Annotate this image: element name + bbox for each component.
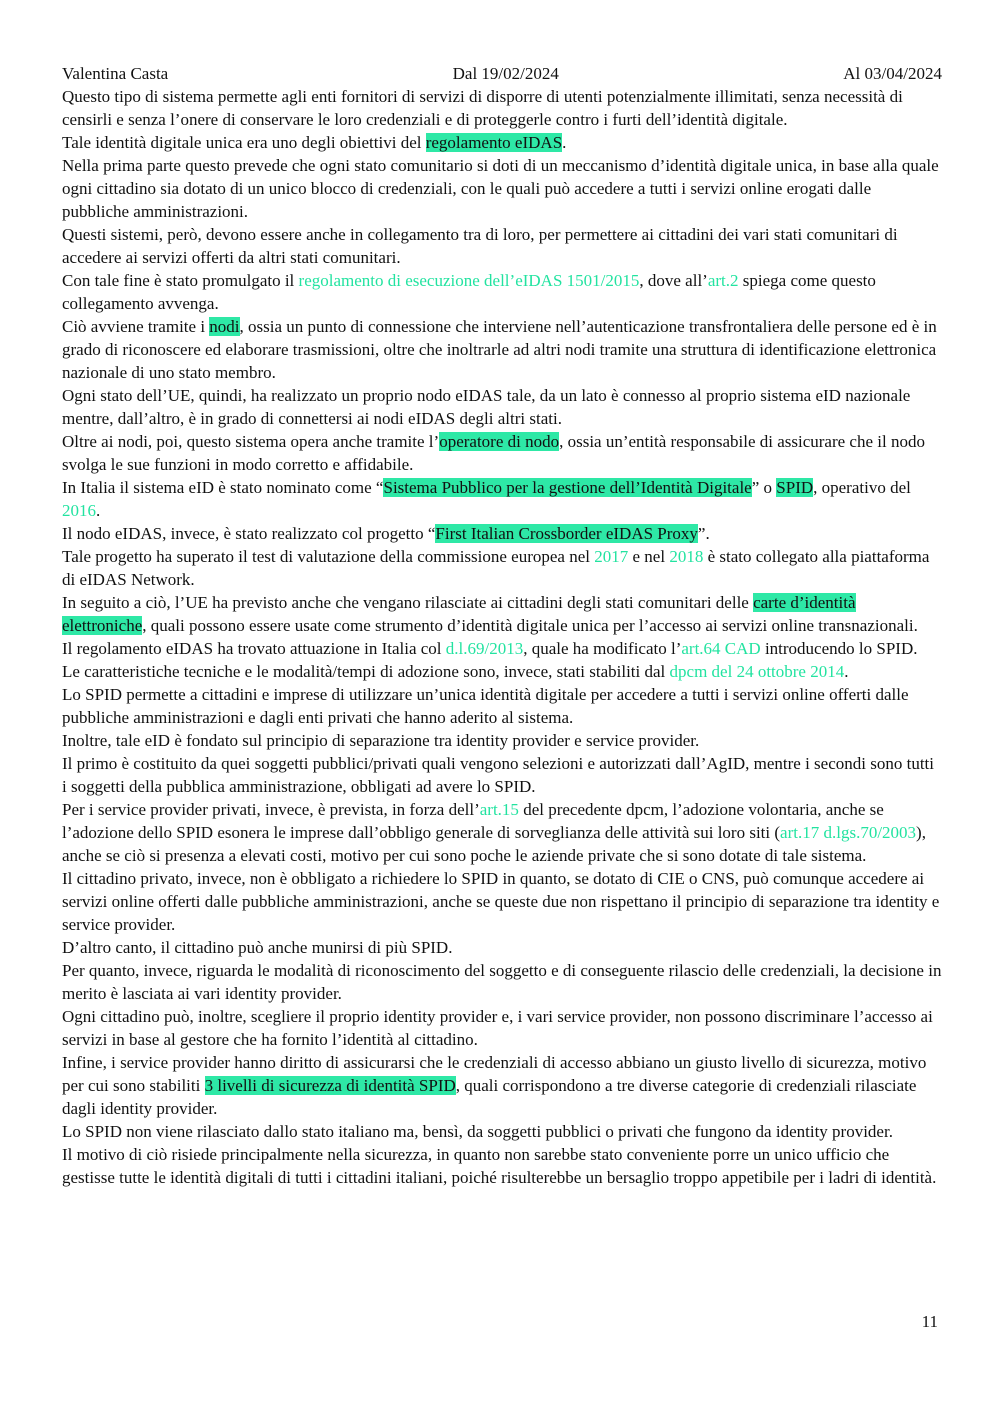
highlighted-term: operatore di nodo — [439, 432, 560, 451]
paragraph — [62, 798, 942, 867]
text-run: Il motivo di ciò risiede principalmente nella sicurezza, in quanto non sarebbe stato conveniente porre un unico ufficio che gestisse tutte le identità digitali di tutti i cittadini italiani, poiché risulterebbe un bersaglio troppo appetibile per i ladri di identità. — [62, 1145, 937, 1187]
paragraph — [62, 660, 942, 683]
page-number: 11 — [921, 1312, 938, 1331]
paragraph — [62, 1005, 942, 1051]
paragraph — [62, 384, 942, 430]
text-run: Il regolamento eIDAS ha trovato attuazione in Italia col — [62, 639, 446, 658]
text-run: ” o — [751, 478, 777, 497]
paragraph — [62, 1051, 942, 1120]
text-run: ), anche se ciò si presenza a elevati costi, motivo per cui sono poche le aziende private che si sono dotate di tale sistema. — [62, 823, 926, 865]
colored-reference: art.64 CAD — [681, 639, 761, 658]
text-run: Infine, i service provider hanno diritto di assicurarsi che le credenziali di accesso abbiano un giusto livello di sicurezza, motivo per cui sono stabiliti — [62, 1053, 927, 1095]
paragraph — [62, 154, 942, 223]
colored-reference: art.17 d.lgs.70/2003 — [780, 823, 917, 842]
text-run: Inoltre, tale eID è fondato sul principio di separazione tra identity provider e service provider. — [62, 731, 700, 750]
highlighted-term: SPID — [776, 478, 814, 497]
page-header — [62, 62, 942, 85]
text-run: spiega come questo collegamento avvenga. — [62, 271, 876, 313]
paragraph — [62, 269, 942, 315]
text-run: Il nodo eIDAS, invece, è stato realizzato col progetto “ — [62, 524, 436, 543]
highlighted-term: Sistema Pubblico per la gestione dell’Identità Digitale — [383, 478, 752, 497]
colored-reference: regolamento di esecuzione dell’eIDAS 1501/2015 — [298, 271, 640, 290]
colored-reference: art.15 — [479, 800, 519, 819]
text-run: Lo SPID non viene rilasciato dallo stato italiano ma, bensì, da soggetti pubblici o privati che fungono da identity provider. — [62, 1122, 893, 1141]
text-run: Questo tipo di sistema permette agli enti fornitori di servizi di disporre di utenti potenzialmente illimitati, senza necessità di censirli e senza l’onere di conservare le loro credenziali e di proteggerle contro i furti dell’identità digitale. — [62, 87, 903, 129]
text-run: , operativo del — [813, 478, 911, 497]
text-run: Le caratteristiche tecniche e le modalità/tempi di adozione sono, invece, stati stabiliti dal — [62, 662, 670, 681]
date-to: Al 03/04/2024 — [843, 64, 942, 83]
paragraph — [62, 545, 942, 591]
text-run: Oltre ai nodi, poi, questo sistema opera anche tramite l’ — [62, 432, 440, 451]
paragraph — [62, 430, 942, 476]
text-run: , ossia un punto di connessione che interviene nell’autenticazione transfrontaliera delle persone ed è in grado di riconoscere ed elaborare trasmissioni, oltre che inoltrarle ad altri nodi tramite una struttura di identificazione elettronica nazionale di uno stato membro. — [62, 317, 937, 382]
text-run: , dove all’ — [639, 271, 708, 290]
paragraph — [62, 85, 942, 131]
highlighted-term: regolamento eIDAS — [425, 133, 563, 152]
date-from: Dal 19/02/2024 — [452, 64, 559, 83]
highlighted-term: carte d’identità elettroniche — [62, 593, 856, 635]
text-run: . — [96, 501, 101, 520]
paragraph — [62, 591, 942, 637]
text-run: In Italia il sistema eID è stato nominato come “ — [62, 478, 384, 497]
text-run: Il primo è costituito da quei soggetti pubblici/privati quali vengono selezioni e autorizzati dall’AgID, mentre i secondi sono tutti i soggetti della pubblica amministrazione, obbligati ad avere lo SPID. — [62, 754, 934, 796]
text-run: , quali corrispondono a tre diverse categorie di credenziali rilasciate dagli identity provider. — [62, 1076, 917, 1118]
text-run: Questi sistemi, però, devono essere anche in collegamento tra di loro, per permettere ai cittadini dei vari stati comunitari di accedere ai servizi offerti da altri stati comunitari. — [62, 225, 898, 267]
text-run: Il cittadino privato, invece, non è obbligato a richiedere lo SPID in quanto, se dotato di CIE o CNS, può comunque accedere ai servizi online offerti dalle pubbliche amministrazioni, anche se queste due non rispettano il principio di separazione tra identity e service provider. — [62, 869, 940, 934]
text-run: Ogni cittadino può, inoltre, scegliere il proprio identity provider e, i vari service provider, non possono discriminare l’accesso ai servizi in base al gestore che ha fornito l’identità al cittadino. — [62, 1007, 933, 1049]
text-run: ”. — [697, 524, 710, 543]
colored-reference: art.2 — [707, 271, 739, 290]
colored-reference: 2018 — [669, 547, 704, 566]
paragraph — [62, 729, 942, 752]
paragraph — [62, 315, 942, 384]
text-run: , ossia un’entità responsabile di assicurare che il nodo svolga le sue funzioni in modo corretto e affidabile. — [62, 432, 925, 474]
paragraph — [62, 637, 942, 660]
text-run: Nella prima parte questo prevede che ogni stato comunitario si doti di un meccanismo d’identità digitale unica, in base alla quale ogni cittadino sia dotato di un unico blocco di credenziali, con le quali può accedere a tutti i servizi online erogati dalle pubbliche amministrazioni. — [62, 156, 939, 221]
text-run: In seguito a ciò, l’UE ha previsto anche che vengano rilasciate ai cittadini degli stati comunitari delle — [62, 593, 754, 612]
text-run: , quali possono essere usate come strumento d’identità digitale unica per l’accesso ai servizi online transnazionali. — [142, 616, 918, 635]
text-run: , quale ha modificato l’ — [523, 639, 682, 658]
text-run: Lo SPID permette a cittadini e imprese di utilizzare un’unica identità digitale per accedere a tutti i servizi online offerti dalle pubbliche amministrazioni e dagli enti privati che hanno aderito al sistema. — [62, 685, 909, 727]
text-run: Per i service provider privati, invece, è prevista, in forza dell’ — [62, 800, 480, 819]
paragraph — [62, 131, 942, 154]
text-run: Tale identità digitale unica era uno degli obiettivi del — [62, 133, 426, 152]
author-name: Valentina Casta — [62, 64, 169, 83]
colored-reference: d.l.69/2013 — [445, 639, 524, 658]
text-run: introducendo lo SPID. — [760, 639, 918, 658]
text-run: Tale progetto ha superato il test di valutazione della commissione europea nel — [62, 547, 595, 566]
text-run: . — [844, 662, 849, 681]
text-run: Ogni stato dell’UE, quindi, ha realizzato un proprio nodo eIDAS tale, da un lato è connesso al proprio sistema eID nazionale mentre, dall’altro, è in grado di connettersi ai nodi eIDAS degli altri stati. — [62, 386, 911, 428]
colored-reference: 2017 — [594, 547, 629, 566]
paragraph — [62, 959, 942, 1005]
highlighted-term: nodi — [209, 317, 240, 336]
paragraph — [62, 867, 942, 936]
text-run: e nel — [628, 547, 670, 566]
text-run: del precedente dpcm, l’adozione volontaria, anche se l’adozione dello SPID esonera le imprese dall’obbligo generale di sorveglianza delle attività sui loro siti ( — [62, 800, 884, 842]
paragraph — [62, 936, 942, 959]
colored-reference: 2016 — [62, 501, 96, 520]
highlighted-term: First Italian Crossborder eIDAS Proxy — [435, 524, 698, 543]
highlighted-term: 3 livelli di sicurezza di identità SPID — [204, 1076, 456, 1095]
document-page — [62, 62, 942, 1189]
text-run: Per quanto, invece, riguarda le modalità di riconoscimento del soggetto e di conseguente rilascio delle credenziali, la decisione in merito è lasciata ai vari identity provider. — [62, 961, 942, 1003]
body-text — [62, 85, 942, 1189]
paragraph — [62, 223, 942, 269]
text-run: . — [562, 133, 567, 152]
paragraph — [62, 1143, 942, 1189]
text-run: Con tale fine è stato promulgato il — [62, 271, 299, 290]
paragraph — [62, 522, 942, 545]
paragraph — [62, 1120, 942, 1143]
paragraph — [62, 752, 942, 798]
text-run: Ciò avviene tramite i — [62, 317, 210, 336]
colored-reference: dpcm del 24 ottobre 2014 — [669, 662, 845, 681]
text-run: è stato collegato alla piattaforma di eIDAS Network. — [62, 547, 930, 589]
text-run: D’altro canto, il cittadino può anche munirsi di più SPID. — [62, 938, 453, 957]
paragraph — [62, 476, 942, 522]
paragraph — [62, 683, 942, 729]
